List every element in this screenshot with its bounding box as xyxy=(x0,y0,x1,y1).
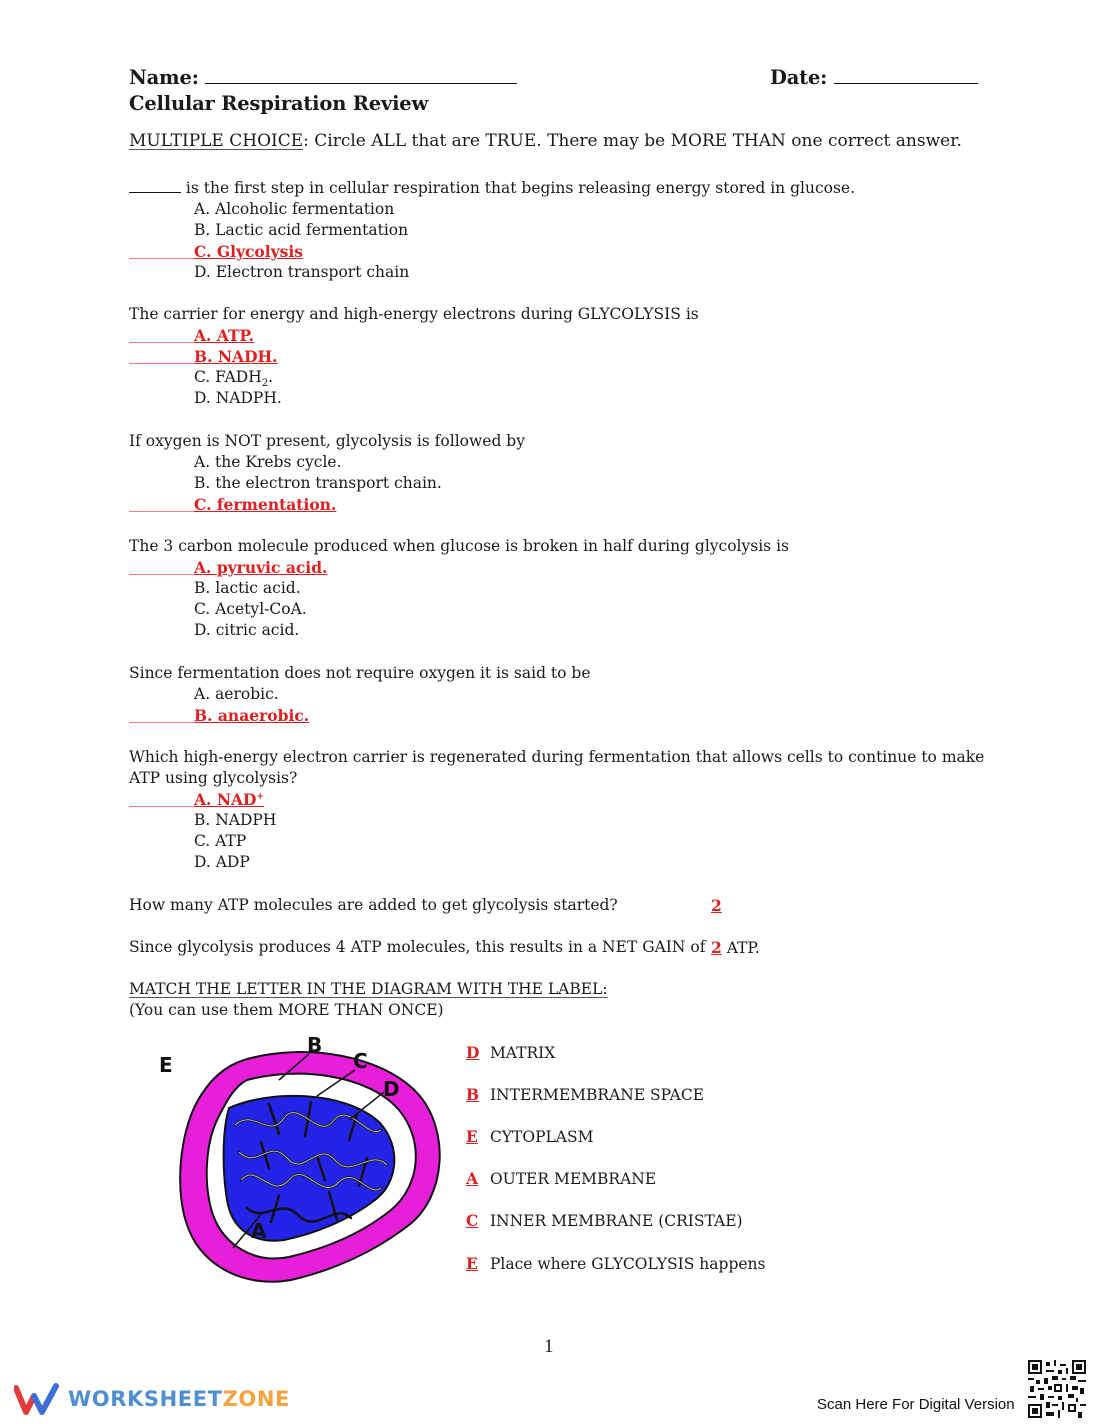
match-answer[interactable]: B xyxy=(466,1085,480,1104)
short-answer-2 xyxy=(711,938,760,957)
match-item-2 xyxy=(466,1085,704,1104)
question-4-option-a-correct[interactable]: A. pyruvic acid. xyxy=(194,558,328,577)
question-6-option-c[interactable]: C. ATP xyxy=(194,832,247,850)
answer-marker xyxy=(129,722,194,723)
question-6-option-a-correct[interactable]: A. NAD+ xyxy=(194,790,265,809)
question-4-option-b[interactable]: B. lactic acid. xyxy=(194,579,301,597)
answer-marker xyxy=(129,363,194,364)
answer-marker xyxy=(129,574,194,575)
brand-name: WORKSHEETZONE xyxy=(68,1387,290,1411)
short-answer-2-answer[interactable]: 2 xyxy=(711,938,722,957)
question-3-option-b[interactable]: B. the electron transport chain. xyxy=(194,474,442,492)
question-1-prompt: is the first step in cellular respiration that begins releasing energy stored in glucose. xyxy=(129,179,855,197)
match-answer[interactable]: C xyxy=(466,1211,479,1230)
answer-marker xyxy=(129,342,194,343)
match-answer[interactable]: D xyxy=(466,1043,480,1062)
match-label: OUTER MEMBRANE xyxy=(489,1170,657,1188)
question-5-option-b-correct[interactable]: B. anaerobic. xyxy=(194,706,310,725)
date-label: Date: xyxy=(770,66,828,89)
question-5-option-a[interactable]: A. aerobic. xyxy=(194,685,279,703)
question-2-option-b-correct[interactable]: B. NADH. xyxy=(194,347,278,366)
question-6-option-b[interactable]: B. NADPH xyxy=(194,811,277,829)
match-label: Place where GLYCOLYSIS happens xyxy=(489,1255,766,1273)
question-4-option-d[interactable]: D. citric acid. xyxy=(194,621,300,639)
question-1-option-a[interactable]: A. Alcoholic fermentation xyxy=(194,200,395,218)
name-field xyxy=(129,66,517,89)
match-answer[interactable]: E xyxy=(466,1127,478,1146)
fadh-subscript: 2 xyxy=(261,378,269,390)
answer-marker xyxy=(129,511,194,512)
match-item-5 xyxy=(466,1211,743,1230)
match-label: CYTOPLASM xyxy=(489,1128,594,1146)
question-6-prompt-line-2: ATP using glycolysis? xyxy=(129,769,298,787)
question-1-blank[interactable] xyxy=(129,192,181,193)
question-3-option-c-correct[interactable]: C. fermentation. xyxy=(194,495,337,514)
date-field xyxy=(770,66,978,89)
diagram-letter-b: B xyxy=(307,1033,323,1057)
name-blank[interactable] xyxy=(205,83,517,84)
question-1-option-c-correct[interactable]: C. Glycolysis xyxy=(194,242,303,261)
question-1-option-b[interactable]: B. Lactic acid fermentation xyxy=(194,221,409,239)
question-6-prompt-line-1: Which high-energy electron carrier is regenerated during fermentation that allows cells to continue to make xyxy=(129,748,985,766)
question-2-option-a-correct[interactable]: A. ATP. xyxy=(194,326,255,345)
instructions-text: : Circle ALL that are TRUE. There may be MORE THAN one correct answer. xyxy=(303,131,962,151)
diagram-letter-e: E xyxy=(159,1053,173,1077)
diagram-letter-d: D xyxy=(383,1077,400,1101)
match-label: MATRIX xyxy=(489,1044,556,1062)
nad-superscript: + xyxy=(256,791,265,802)
match-subheading: (You can use them MORE THAN ONCE) xyxy=(129,1001,444,1019)
question-3-prompt: If oxygen is NOT present, glycolysis is followed by xyxy=(129,432,525,450)
page-number: 1 xyxy=(544,1336,554,1357)
question-2-option-c[interactable]: C. $FADH_2$. xyxy=(194,368,274,390)
scan-text: Scan Here For Digital Version xyxy=(817,1396,1015,1413)
short-answer-1-answer[interactable]: 2 xyxy=(711,896,722,915)
question-2-option-d[interactable]: D. NADPH. xyxy=(194,389,282,407)
question-1-option-d[interactable]: D. Electron transport chain xyxy=(194,263,410,281)
match-answer[interactable]: A xyxy=(466,1169,479,1188)
question-4-option-c[interactable]: C. Acetyl-CoA. xyxy=(194,600,307,618)
page-title: Cellular Respiration Review xyxy=(129,92,429,115)
question-2-prompt: The carrier for energy and high-energy electrons during GLYCOLYSIS is xyxy=(129,305,699,323)
match-item-1 xyxy=(466,1043,555,1062)
instructions xyxy=(129,131,962,151)
match-label: INNER MEMBRANE (CRISTAE) xyxy=(489,1212,743,1230)
name-label: Name: xyxy=(129,66,199,89)
short-answer-2-suffix: ATP. xyxy=(721,939,760,957)
match-label: INTERMEMBRANE SPACE xyxy=(489,1086,705,1104)
question-5-prompt: Since fermentation does not require oxygen it is said to be xyxy=(129,664,591,682)
question-3-option-a[interactable]: A. the Krebs cycle. xyxy=(194,453,342,471)
question-4-prompt: The 3 carbon molecule produced when glucose is broken in half during glycolysis is xyxy=(129,537,789,555)
answer-marker xyxy=(129,258,194,259)
short-answer-2-text: Since glycolysis produces 4 ATP molecules, this results in a NET GAIN of xyxy=(129,938,706,956)
match-heading: MATCH THE LETTER IN THE DIAGRAM WITH THE LABEL: xyxy=(129,980,608,998)
qr-code-icon[interactable] xyxy=(1028,1360,1086,1418)
diagram-letter-a: A xyxy=(251,1219,267,1243)
match-item-4 xyxy=(466,1169,656,1188)
worksheetzone-logo[interactable] xyxy=(14,1382,290,1416)
instructions-lead: MULTIPLE CHOICE xyxy=(129,131,304,151)
match-item-3 xyxy=(466,1127,593,1146)
diagram-letter-c: C xyxy=(353,1049,368,1073)
match-item-6 xyxy=(466,1254,766,1273)
date-blank[interactable] xyxy=(834,83,978,84)
logo-w-icon xyxy=(14,1382,60,1416)
question-6-option-d[interactable]: D. ADP xyxy=(194,853,250,871)
short-answer-1-text: How many ATP molecules are added to get glycolysis started? xyxy=(129,896,618,914)
match-answer[interactable]: E xyxy=(466,1254,478,1273)
mitochondrion-diagram xyxy=(129,1030,459,1298)
answer-marker xyxy=(129,806,194,807)
